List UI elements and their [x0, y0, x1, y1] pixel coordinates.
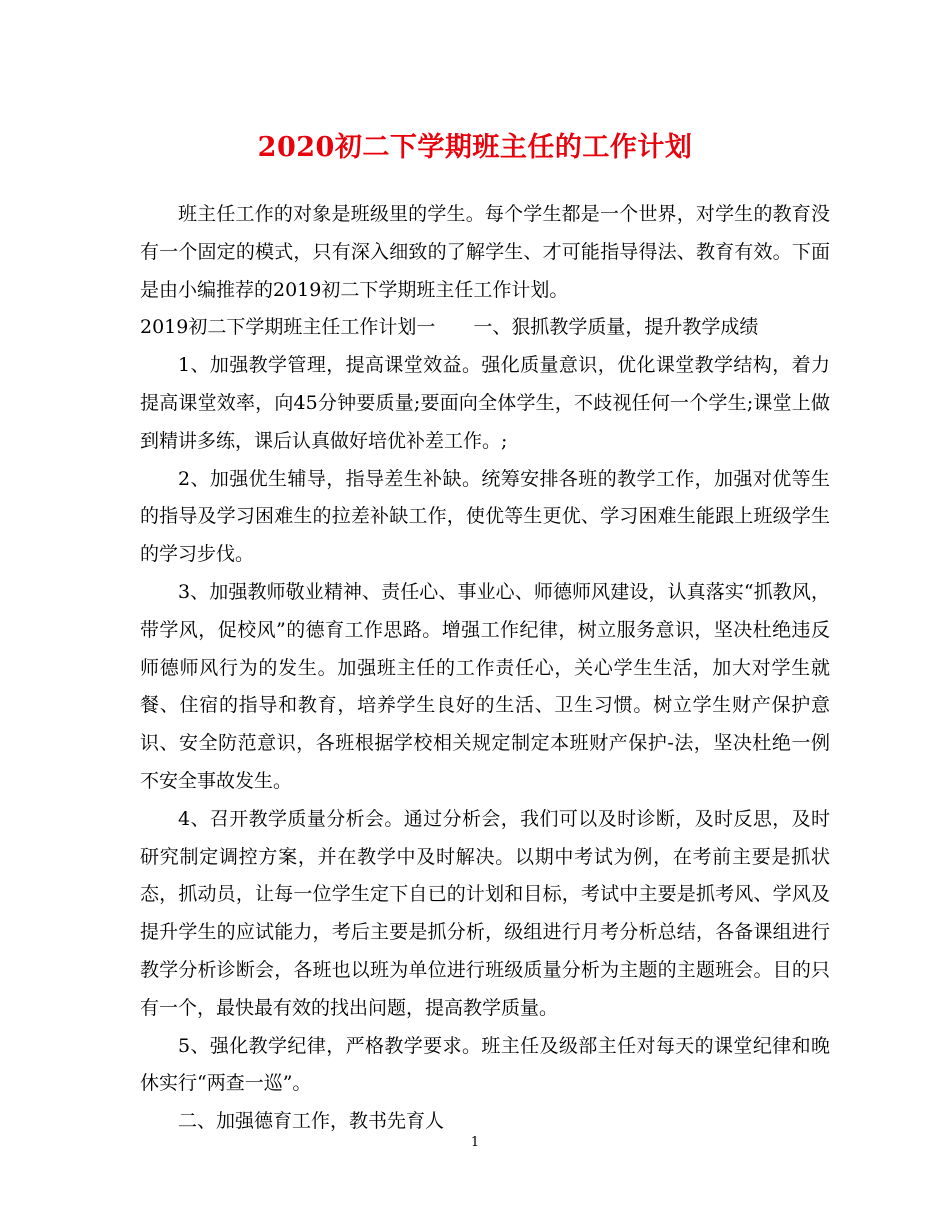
- page-number: 1: [470, 1135, 480, 1150]
- plan-heading-line: [140, 309, 830, 347]
- list-item-4: 4、召开教学质量分析会。通过分析会，我们可以及时诊断，及时反思，及时研究制定调控方案，并在教学中及时解决。以期中考试为例，在考前主要是抓状态，抓动员，让每一位学生定下自已的计划和目标，考试中主要是抓考风、学风及提升学生的应试能力，考后主要是抓分析，级组进行月考分析总结，各备课组进行教学分析诊断会，各班也以班为单位进行班级质量分析为主题的主题班会。目的只有一个，最快最有效的找出问题，提高教学质量。: [140, 807, 830, 1019]
- document-title: 2020初二下学期班主任的工作计划: [257, 132, 693, 163]
- section2-heading: 二、加强德育工作，教书先育人: [178, 1110, 445, 1133]
- list-item-1: 1、加强教学管理，提高课堂效益。强化质量意识，优化课堂教学结构，着力提高课堂效率，向45分钟要质量;要面向全体学生，不歧视任何一个学生;课堂上做到精讲多练，课后认真做好培优补差工作。;: [140, 354, 830, 452]
- section1-heading: 一、狠抓教学质量，提升教学成绩: [473, 316, 759, 339]
- document-body: [140, 196, 830, 1141]
- list-item-3: 3、加强教师敬业精神、责任心、事业心、师德师风建设，认真落实“抓教风，带学风，促校风”的德育工作思路。增强工作纪律，树立服务意识，坚决杜绝违反师德师风行为的发生。加强班主任的工作责任心，关心学生生活，加大对学生就餐、住宿的指导和教育，培养学生良好的生活、卫生习惯。树立学生财产保护意识、安全防范意识，各班根据学校相关规定制定本班财产保护-法，坚决杜绝一例不安全事故发生。: [140, 580, 830, 792]
- plan-heading: 2019初二下学期班主任工作计划一: [140, 316, 436, 339]
- list-item-2: 2、加强优生辅导，指导差生补缺。统筹安排各班的教学工作，加强对优等生的指导及学习困难生的拉差补缺工作，使优等生更优、学习困难生能跟上班级学生的学习步伐。: [140, 467, 830, 566]
- list-item-5: 5、强化教学纪律，严格教学要求。班主任及级部主任对每天的课堂纪律和晚休实行“两查一巡”。: [140, 1034, 830, 1095]
- intro-paragraph: 班主任工作的对象是班级里的学生。每个学生都是一个世界，对学生的教育没有一个固定的模式，只有深入细致的了解学生、才可能指导得法、教育有效。下面是由小编推荐的2019初二下学期班主任工作计划。: [140, 203, 830, 301]
